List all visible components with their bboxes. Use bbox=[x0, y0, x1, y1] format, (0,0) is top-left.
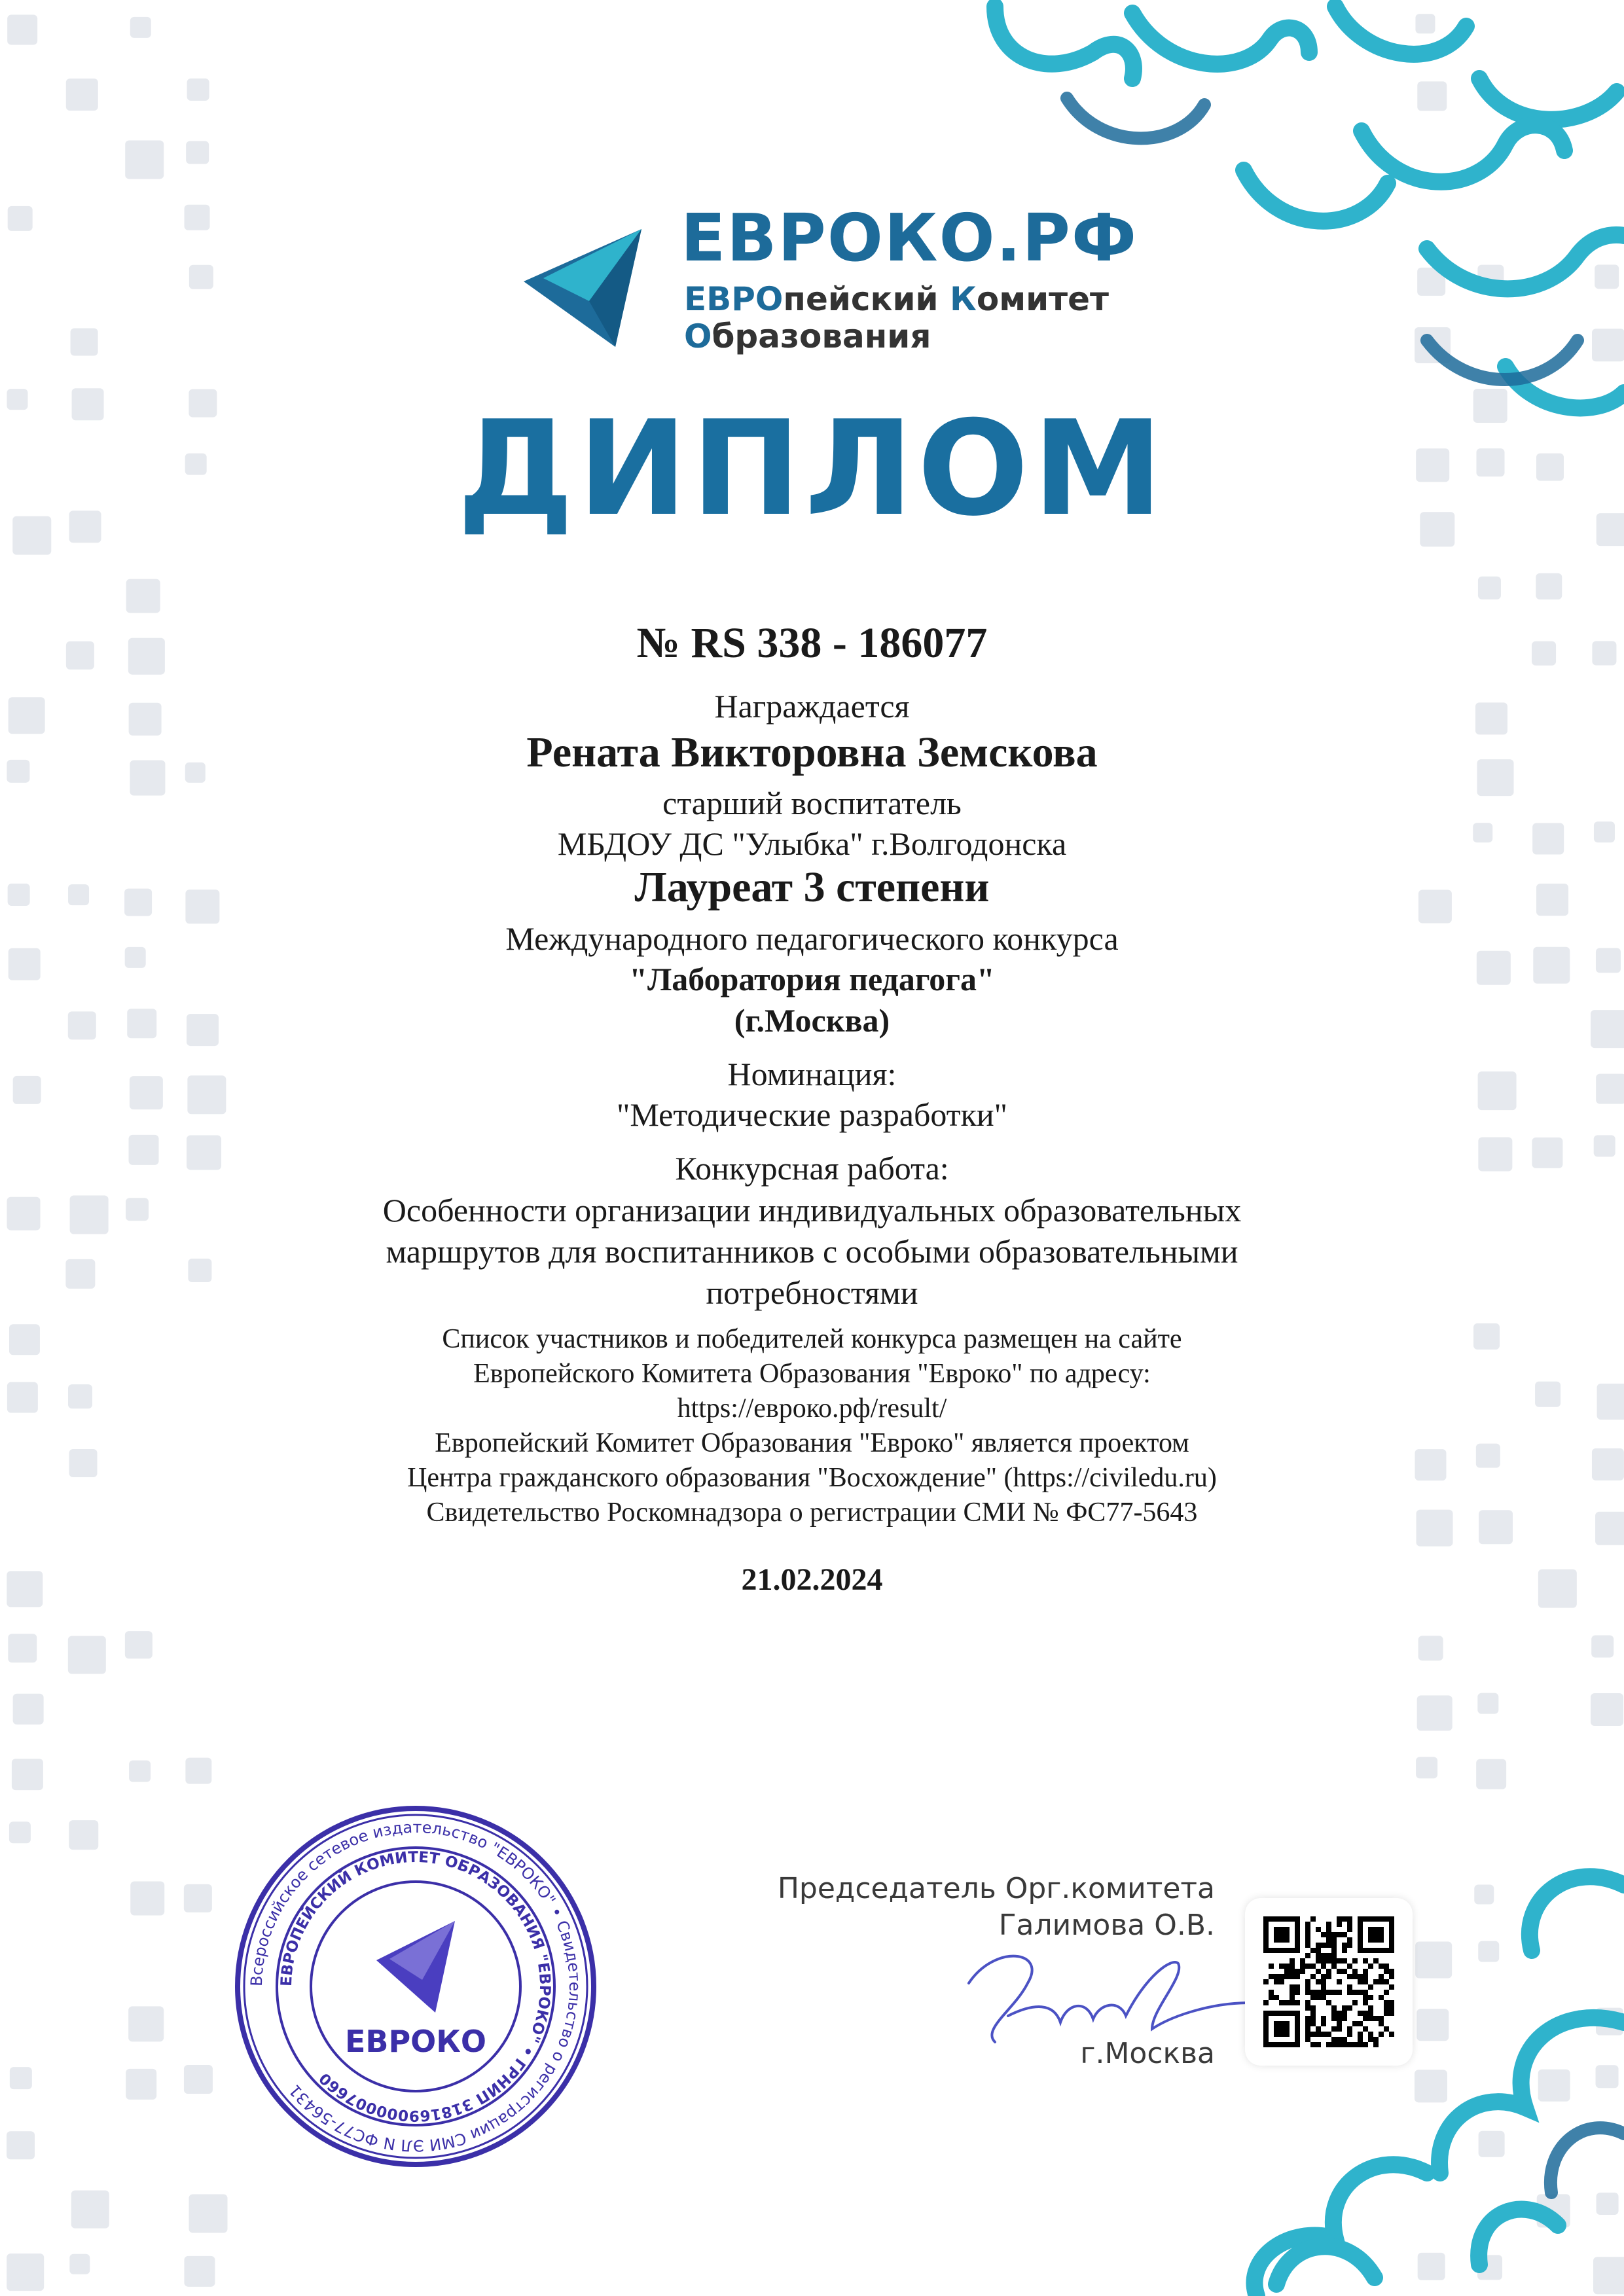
qr-module bbox=[1352, 2021, 1358, 2026]
qr-module bbox=[1337, 1979, 1342, 1984]
qr-module bbox=[1358, 2037, 1363, 2042]
qr-module bbox=[1347, 1964, 1352, 1969]
background-square bbox=[13, 1694, 44, 1725]
qr-module bbox=[1331, 2042, 1337, 2047]
background-square bbox=[189, 265, 213, 289]
qr-module bbox=[1305, 2037, 1310, 2042]
qr-module bbox=[1290, 1995, 1295, 2000]
qr-module bbox=[1321, 1932, 1326, 1937]
qr-module bbox=[1342, 2016, 1347, 2021]
qr-module bbox=[1337, 1969, 1342, 1974]
qr-module bbox=[1326, 1937, 1331, 1943]
qr-module bbox=[1337, 2037, 1342, 2042]
background-square bbox=[9, 1821, 31, 1843]
qr-module bbox=[1310, 1948, 1316, 1953]
qr-module bbox=[1295, 1990, 1300, 1995]
qr-module bbox=[1290, 1958, 1295, 1964]
qr-code-icon bbox=[1245, 1898, 1413, 2066]
qr-module bbox=[1331, 2026, 1337, 2032]
qr-module bbox=[1363, 2042, 1368, 2047]
euroko-logo-icon bbox=[517, 216, 661, 353]
qr-module bbox=[1316, 1969, 1321, 1974]
qr-module bbox=[1337, 2016, 1342, 2021]
qr-module bbox=[1274, 1974, 1279, 1979]
qr-module bbox=[1290, 1990, 1295, 1995]
qr-module bbox=[1384, 2011, 1389, 2016]
qr-module bbox=[1326, 1932, 1331, 1937]
work-title-line: Особенности организации индивидуальных образовательных bbox=[382, 1192, 1242, 1229]
qr-module bbox=[1368, 1995, 1373, 2000]
recipient-organization: МБДОУ ДС "Улыбка" г.Волгодонска bbox=[557, 825, 1067, 862]
qr-module bbox=[1290, 1974, 1295, 1979]
qr-module bbox=[1352, 2000, 1358, 2005]
qr-module bbox=[1326, 1958, 1331, 1964]
qr-module bbox=[1389, 2011, 1394, 2016]
stamp-center-text: ЕВРОКО bbox=[344, 2024, 487, 2059]
qr-module bbox=[1368, 2037, 1373, 2042]
qr-module bbox=[1358, 2011, 1363, 2016]
info-line: Свидетельство Роскомнадзора о регистрации СМИ № ФС77-5643 bbox=[426, 1498, 1198, 1528]
qr-module bbox=[1321, 2016, 1326, 2021]
background-square bbox=[1536, 573, 1562, 600]
qr-module bbox=[1379, 2032, 1384, 2037]
brand-site: ЕВРОКО.РФ bbox=[681, 200, 1138, 276]
background-square bbox=[125, 1631, 153, 1659]
qr-module bbox=[1358, 2042, 1363, 2047]
background-square bbox=[12, 1759, 43, 1790]
qr-module bbox=[1279, 1964, 1284, 1969]
qr-module bbox=[1363, 1969, 1368, 1974]
qr-module bbox=[1269, 1964, 1274, 1969]
qr-module bbox=[1379, 1974, 1384, 1979]
qr-module bbox=[1316, 1979, 1321, 1984]
qr-module bbox=[1316, 1948, 1321, 1953]
qr-finder bbox=[1274, 1927, 1290, 1943]
qr-module bbox=[1310, 2005, 1316, 2011]
qr-module bbox=[1310, 1974, 1316, 1979]
qr-module bbox=[1326, 1974, 1331, 1979]
qr-module bbox=[1290, 1984, 1295, 1990]
qr-module bbox=[1337, 1916, 1342, 1922]
stamp-seal-icon bbox=[232, 1803, 599, 2170]
qr-module bbox=[1389, 2000, 1394, 2005]
qr-module bbox=[1290, 1964, 1295, 1969]
qr-module bbox=[1363, 1990, 1368, 1995]
signature-name: Галимова О.В. bbox=[998, 1909, 1215, 1942]
qr-module bbox=[1363, 2011, 1368, 2016]
background-square bbox=[1591, 1635, 1614, 1657]
qr-module bbox=[1305, 1932, 1310, 1937]
diploma-number: № RS 338 - 186077 bbox=[636, 619, 988, 667]
background-square bbox=[185, 1758, 211, 1784]
qr-module bbox=[1331, 2037, 1337, 2042]
background-square bbox=[125, 140, 164, 179]
contest-city: (г.Москва) bbox=[734, 1002, 890, 1039]
background-square bbox=[71, 2191, 109, 2229]
background-square bbox=[68, 1636, 106, 1674]
qr-module bbox=[1305, 2000, 1310, 2005]
background-square bbox=[186, 141, 209, 164]
background-square bbox=[184, 1884, 212, 1912]
qr-module bbox=[1342, 1943, 1347, 1948]
qr-module bbox=[1321, 1953, 1326, 1958]
qr-module bbox=[1363, 1958, 1368, 1964]
qr-module bbox=[1321, 2021, 1326, 2026]
qr-module bbox=[1347, 1974, 1352, 1979]
qr-module bbox=[1342, 1948, 1347, 1953]
background-square bbox=[66, 79, 98, 111]
qr-module bbox=[1342, 1932, 1347, 1937]
qr-module bbox=[1321, 1979, 1326, 1984]
qr-module bbox=[1305, 2016, 1310, 2021]
qr-module bbox=[1352, 1969, 1358, 1974]
qr-module bbox=[1331, 1990, 1337, 1995]
qr-module bbox=[1347, 2005, 1352, 2011]
brand-tagline-line1 bbox=[684, 280, 1109, 318]
qr-module bbox=[1326, 2000, 1331, 2005]
background-square bbox=[8, 1634, 37, 1662]
qr-module bbox=[1326, 1922, 1331, 1927]
qr-module bbox=[1305, 2021, 1310, 2026]
qr-module bbox=[1331, 1948, 1337, 1953]
background-square bbox=[187, 79, 209, 101]
qr-module bbox=[1316, 2042, 1321, 2047]
qr-module bbox=[1321, 2032, 1326, 2037]
recipient-position: старший воспитатель bbox=[662, 785, 962, 821]
qr-module bbox=[1284, 1974, 1290, 1979]
qr-module bbox=[1347, 1990, 1352, 1995]
qr-module bbox=[1337, 2021, 1342, 2026]
info-line: Европейский Комитет Образования "Евроко" является проектом bbox=[435, 1428, 1189, 1458]
brand-text: пейский bbox=[783, 280, 950, 318]
background-square bbox=[8, 206, 33, 231]
qr-module bbox=[1337, 1958, 1342, 1964]
qr-module bbox=[1305, 1984, 1310, 1990]
background-square bbox=[1477, 1693, 1498, 1714]
qr-module bbox=[1331, 1964, 1337, 1969]
qr-module bbox=[1290, 1969, 1295, 1974]
qr-module bbox=[1363, 1974, 1368, 1979]
qr-module bbox=[1305, 1964, 1310, 1969]
qr-module bbox=[1342, 2037, 1347, 2042]
qr-module bbox=[1342, 2011, 1347, 2016]
qr-module bbox=[1326, 1953, 1331, 1958]
background-square bbox=[1417, 1695, 1453, 1731]
qr-module bbox=[1363, 1979, 1368, 1984]
qr-module bbox=[1290, 2000, 1295, 2005]
qr-module bbox=[1295, 2000, 1300, 2005]
background-square bbox=[129, 1761, 151, 1782]
qr-module bbox=[1295, 1969, 1300, 1974]
qr-module bbox=[1331, 1943, 1337, 1948]
diploma-date: 21.02.2024 bbox=[741, 1562, 883, 1597]
qr-module bbox=[1342, 1969, 1347, 1974]
qr-module bbox=[1379, 2021, 1384, 2026]
qr-module bbox=[1310, 1990, 1316, 1995]
qr-module bbox=[1316, 1953, 1321, 1958]
qr-module bbox=[1331, 2011, 1337, 2016]
background-square bbox=[69, 2254, 90, 2274]
qr-module bbox=[1337, 1990, 1342, 1995]
qr-module bbox=[1379, 2016, 1384, 2021]
background-square bbox=[7, 2253, 44, 2291]
qr-module bbox=[1389, 1969, 1394, 1974]
qr-module bbox=[1368, 2032, 1373, 2037]
qr-module bbox=[1316, 2032, 1321, 2037]
qr-module bbox=[1347, 2042, 1352, 2047]
qr-module bbox=[1352, 1990, 1358, 1995]
qr-module bbox=[1368, 2016, 1373, 2021]
qr-module bbox=[1368, 1984, 1373, 1990]
qr-module bbox=[1321, 1995, 1326, 2000]
qr-module bbox=[1342, 2005, 1347, 2011]
qr-module bbox=[1358, 2021, 1363, 2026]
qr-module bbox=[1347, 1916, 1352, 1922]
awarded-label: Награждается bbox=[714, 688, 910, 725]
stamp-inner-text: ЕВРОПЕЙСКИЙ КОМИТЕТ ОБРАЗОВАНИЯ "ЕВРОКО" • ГРНИП 318169000007660 bbox=[278, 1848, 554, 2125]
nomination-value: "Методические разработки" bbox=[616, 1096, 1008, 1133]
qr-module bbox=[1305, 2005, 1310, 2011]
signature-city: г.Москва bbox=[1080, 2037, 1215, 2070]
qr-module bbox=[1384, 1979, 1389, 1984]
qr-module bbox=[1352, 1958, 1358, 1964]
qr-module bbox=[1352, 1974, 1358, 1979]
qr-finder bbox=[1368, 1927, 1384, 1943]
qr-module bbox=[1279, 2000, 1284, 2005]
background-square bbox=[1476, 1759, 1506, 1789]
qr-module bbox=[1310, 1916, 1316, 1922]
qr-module bbox=[1295, 1974, 1300, 1979]
qr-module bbox=[1316, 1943, 1321, 1948]
qr-module bbox=[1310, 2011, 1316, 2016]
qr-module bbox=[1384, 2026, 1389, 2032]
qr-module bbox=[1342, 1958, 1347, 1964]
qr-module bbox=[1326, 1990, 1331, 1995]
qr-module bbox=[1384, 1969, 1389, 1974]
qr-module bbox=[1310, 2032, 1316, 2037]
qr-module bbox=[1337, 2026, 1342, 2032]
qr-module bbox=[1337, 1932, 1342, 1937]
qr-module bbox=[1310, 2021, 1316, 2026]
recipient-name: Рената Викторовна Земскова bbox=[526, 728, 1098, 776]
background-square bbox=[130, 1881, 164, 1915]
background-square bbox=[1418, 1636, 1443, 1660]
qr-module bbox=[1300, 1964, 1305, 1969]
qr-module bbox=[1321, 1984, 1326, 1990]
qr-module bbox=[1363, 2026, 1368, 2032]
qr-module bbox=[1300, 1958, 1305, 1964]
qr-module bbox=[1358, 1990, 1363, 1995]
qr-module bbox=[1279, 1974, 1284, 1979]
qr-module bbox=[1310, 2016, 1316, 2021]
qr-module bbox=[1284, 1964, 1290, 1969]
qr-module bbox=[1295, 1984, 1300, 1990]
background-square bbox=[7, 2131, 35, 2159]
qr-module bbox=[1269, 1974, 1274, 1979]
qr-module bbox=[1389, 1974, 1394, 1979]
qr-module bbox=[1373, 1979, 1379, 1984]
background-square bbox=[1416, 1757, 1437, 1778]
diploma-title: ДИПЛОМ bbox=[457, 393, 1167, 545]
qr-module bbox=[1358, 2032, 1363, 2037]
qr-pattern bbox=[1263, 1916, 1394, 2047]
qr-module bbox=[1321, 1974, 1326, 1979]
qr-module bbox=[1284, 1969, 1290, 1974]
qr-module bbox=[1310, 1964, 1316, 1969]
info-line: https://евроко.рф/result/ bbox=[677, 1393, 947, 1424]
qr-module bbox=[1347, 1922, 1352, 1927]
qr-module bbox=[1316, 1990, 1321, 1995]
qr-module bbox=[1368, 2011, 1373, 2016]
qr-module bbox=[1331, 2016, 1337, 2021]
qr-module bbox=[1373, 2037, 1379, 2042]
qr-module bbox=[1316, 1995, 1321, 2000]
qr-module bbox=[1389, 2005, 1394, 2011]
qr-module bbox=[1352, 2042, 1358, 2047]
qr-module bbox=[1305, 1927, 1310, 1932]
background-square bbox=[10, 2067, 32, 2089]
qr-module bbox=[1368, 2005, 1373, 2011]
qr-module bbox=[1326, 1969, 1331, 1974]
qr-module bbox=[1321, 1958, 1326, 1964]
work-title-line: потребностями bbox=[706, 1274, 918, 1311]
brand-highlight: ЕВРО bbox=[684, 280, 784, 318]
qr-module bbox=[1321, 1964, 1326, 1969]
background-square bbox=[184, 2256, 215, 2287]
qr-module bbox=[1305, 1953, 1310, 1958]
qr-finder bbox=[1274, 2021, 1290, 2037]
qr-module bbox=[1274, 1995, 1279, 2000]
award-place: Лауреат 3 степени bbox=[634, 863, 990, 911]
qr-module bbox=[1337, 2042, 1342, 2047]
qr-module bbox=[1305, 2032, 1310, 2037]
qr-module bbox=[1269, 1990, 1274, 1995]
qr-module bbox=[1321, 1990, 1326, 1995]
info-line: Европейского Комитета Образования "Евроко" по адресу: bbox=[473, 1359, 1151, 1389]
qr-module bbox=[1384, 2005, 1389, 2011]
qr-module bbox=[1326, 1927, 1331, 1932]
qr-module bbox=[1331, 1932, 1337, 1937]
qr-module bbox=[1305, 1990, 1310, 1995]
qr-module bbox=[1316, 1958, 1321, 1964]
background-square bbox=[128, 2006, 164, 2041]
qr-module bbox=[1337, 2011, 1342, 2016]
qr-module bbox=[1331, 2005, 1337, 2011]
info-line: Список участников и победителей конкурса размещен на сайте bbox=[442, 1324, 1182, 1354]
qr-module bbox=[1263, 1979, 1269, 1984]
qr-module bbox=[1358, 1974, 1363, 1979]
qr-module bbox=[1284, 2000, 1290, 2005]
background-square bbox=[7, 14, 37, 45]
qr-module bbox=[1326, 2042, 1331, 2047]
background-square bbox=[69, 1820, 98, 1850]
contest-name: "Лаборатория педагога" bbox=[629, 961, 995, 997]
contest-line: Международного педагогического конкурса bbox=[505, 920, 1119, 957]
qr-module bbox=[1305, 1937, 1310, 1943]
background-square bbox=[1591, 1693, 1623, 1726]
qr-module bbox=[1368, 1964, 1373, 1969]
qr-module bbox=[1347, 1927, 1352, 1932]
qr-module bbox=[1347, 2032, 1352, 2037]
brand-highlight: О bbox=[684, 317, 712, 355]
qr-module bbox=[1384, 1990, 1389, 1995]
qr-module bbox=[1326, 2032, 1331, 2037]
info-line: Центра гражданского образования "Восхождение" (https://civiledu.ru) bbox=[407, 1463, 1217, 1493]
qr-module bbox=[1331, 1937, 1337, 1943]
qr-module bbox=[1342, 1916, 1347, 1922]
qr-module bbox=[1305, 1979, 1310, 1984]
qr-module bbox=[1321, 1943, 1326, 1948]
signature-role: Председатель Орг.комитета bbox=[777, 1872, 1215, 1905]
qr-module bbox=[1305, 1922, 1310, 1927]
work-label: Конкурсная работа: bbox=[675, 1150, 949, 1187]
qr-module bbox=[1300, 1969, 1305, 1974]
background-square bbox=[185, 205, 210, 230]
background-square bbox=[126, 579, 160, 613]
background-square bbox=[1478, 577, 1501, 600]
work-title-line: маршрутов для воспитанников с особыми образовательными bbox=[386, 1233, 1238, 1270]
qr-module bbox=[1331, 1953, 1337, 1958]
background-square bbox=[126, 2069, 156, 2100]
stamp-outer-text: Всероссийское сетевое издательство "ЕВРОКО" • Свидетельство о регистрации СМИ ЭЛ N ФС77-56431 bbox=[247, 1818, 585, 2155]
qr-module bbox=[1274, 1979, 1279, 1984]
qr-module bbox=[1326, 1943, 1331, 1948]
qr-module bbox=[1384, 1964, 1389, 1969]
qr-module bbox=[1305, 2026, 1310, 2032]
qr-module bbox=[1347, 1937, 1352, 1943]
qr-module bbox=[1331, 1958, 1337, 1964]
qr-module bbox=[1379, 1979, 1384, 1984]
qr-module bbox=[1363, 2016, 1368, 2021]
qr-module bbox=[1379, 1995, 1384, 2000]
qr-module bbox=[1263, 2000, 1269, 2005]
qr-module bbox=[1342, 2042, 1347, 2047]
qr-module bbox=[1337, 1922, 1342, 1927]
background-square bbox=[71, 329, 98, 356]
qr-module bbox=[1363, 2000, 1368, 2005]
qr-module bbox=[1310, 2042, 1316, 2047]
brand-highlight: К bbox=[949, 280, 977, 318]
qr-module bbox=[1389, 2032, 1394, 2037]
qr-module bbox=[1279, 1979, 1284, 1984]
qr-module bbox=[1269, 1995, 1274, 2000]
brand-text: омитет bbox=[976, 280, 1109, 318]
qr-module bbox=[1316, 2026, 1321, 2032]
qr-module bbox=[1384, 2000, 1389, 2005]
qr-module bbox=[1316, 1927, 1321, 1932]
background-square bbox=[130, 17, 151, 38]
qr-module bbox=[1373, 1958, 1379, 1964]
qr-module bbox=[1373, 2042, 1379, 2047]
qr-module bbox=[1347, 1943, 1352, 1948]
qr-module bbox=[1347, 2026, 1352, 2032]
qr-module bbox=[1310, 1995, 1316, 2000]
qr-module bbox=[1373, 2016, 1379, 2021]
background-square bbox=[184, 2065, 213, 2094]
qr-module bbox=[1358, 1979, 1363, 1984]
qr-module bbox=[1379, 1964, 1384, 1969]
nomination-label: Номинация: bbox=[727, 1056, 897, 1092]
qr-module bbox=[1347, 1984, 1352, 1990]
brand-text: бразования bbox=[712, 317, 931, 355]
qr-module bbox=[1305, 1943, 1310, 1948]
background-square bbox=[189, 2195, 227, 2233]
brand-tagline-line2 bbox=[684, 317, 931, 355]
qr-module bbox=[1363, 1995, 1368, 2000]
qr-module bbox=[1389, 1984, 1394, 1990]
